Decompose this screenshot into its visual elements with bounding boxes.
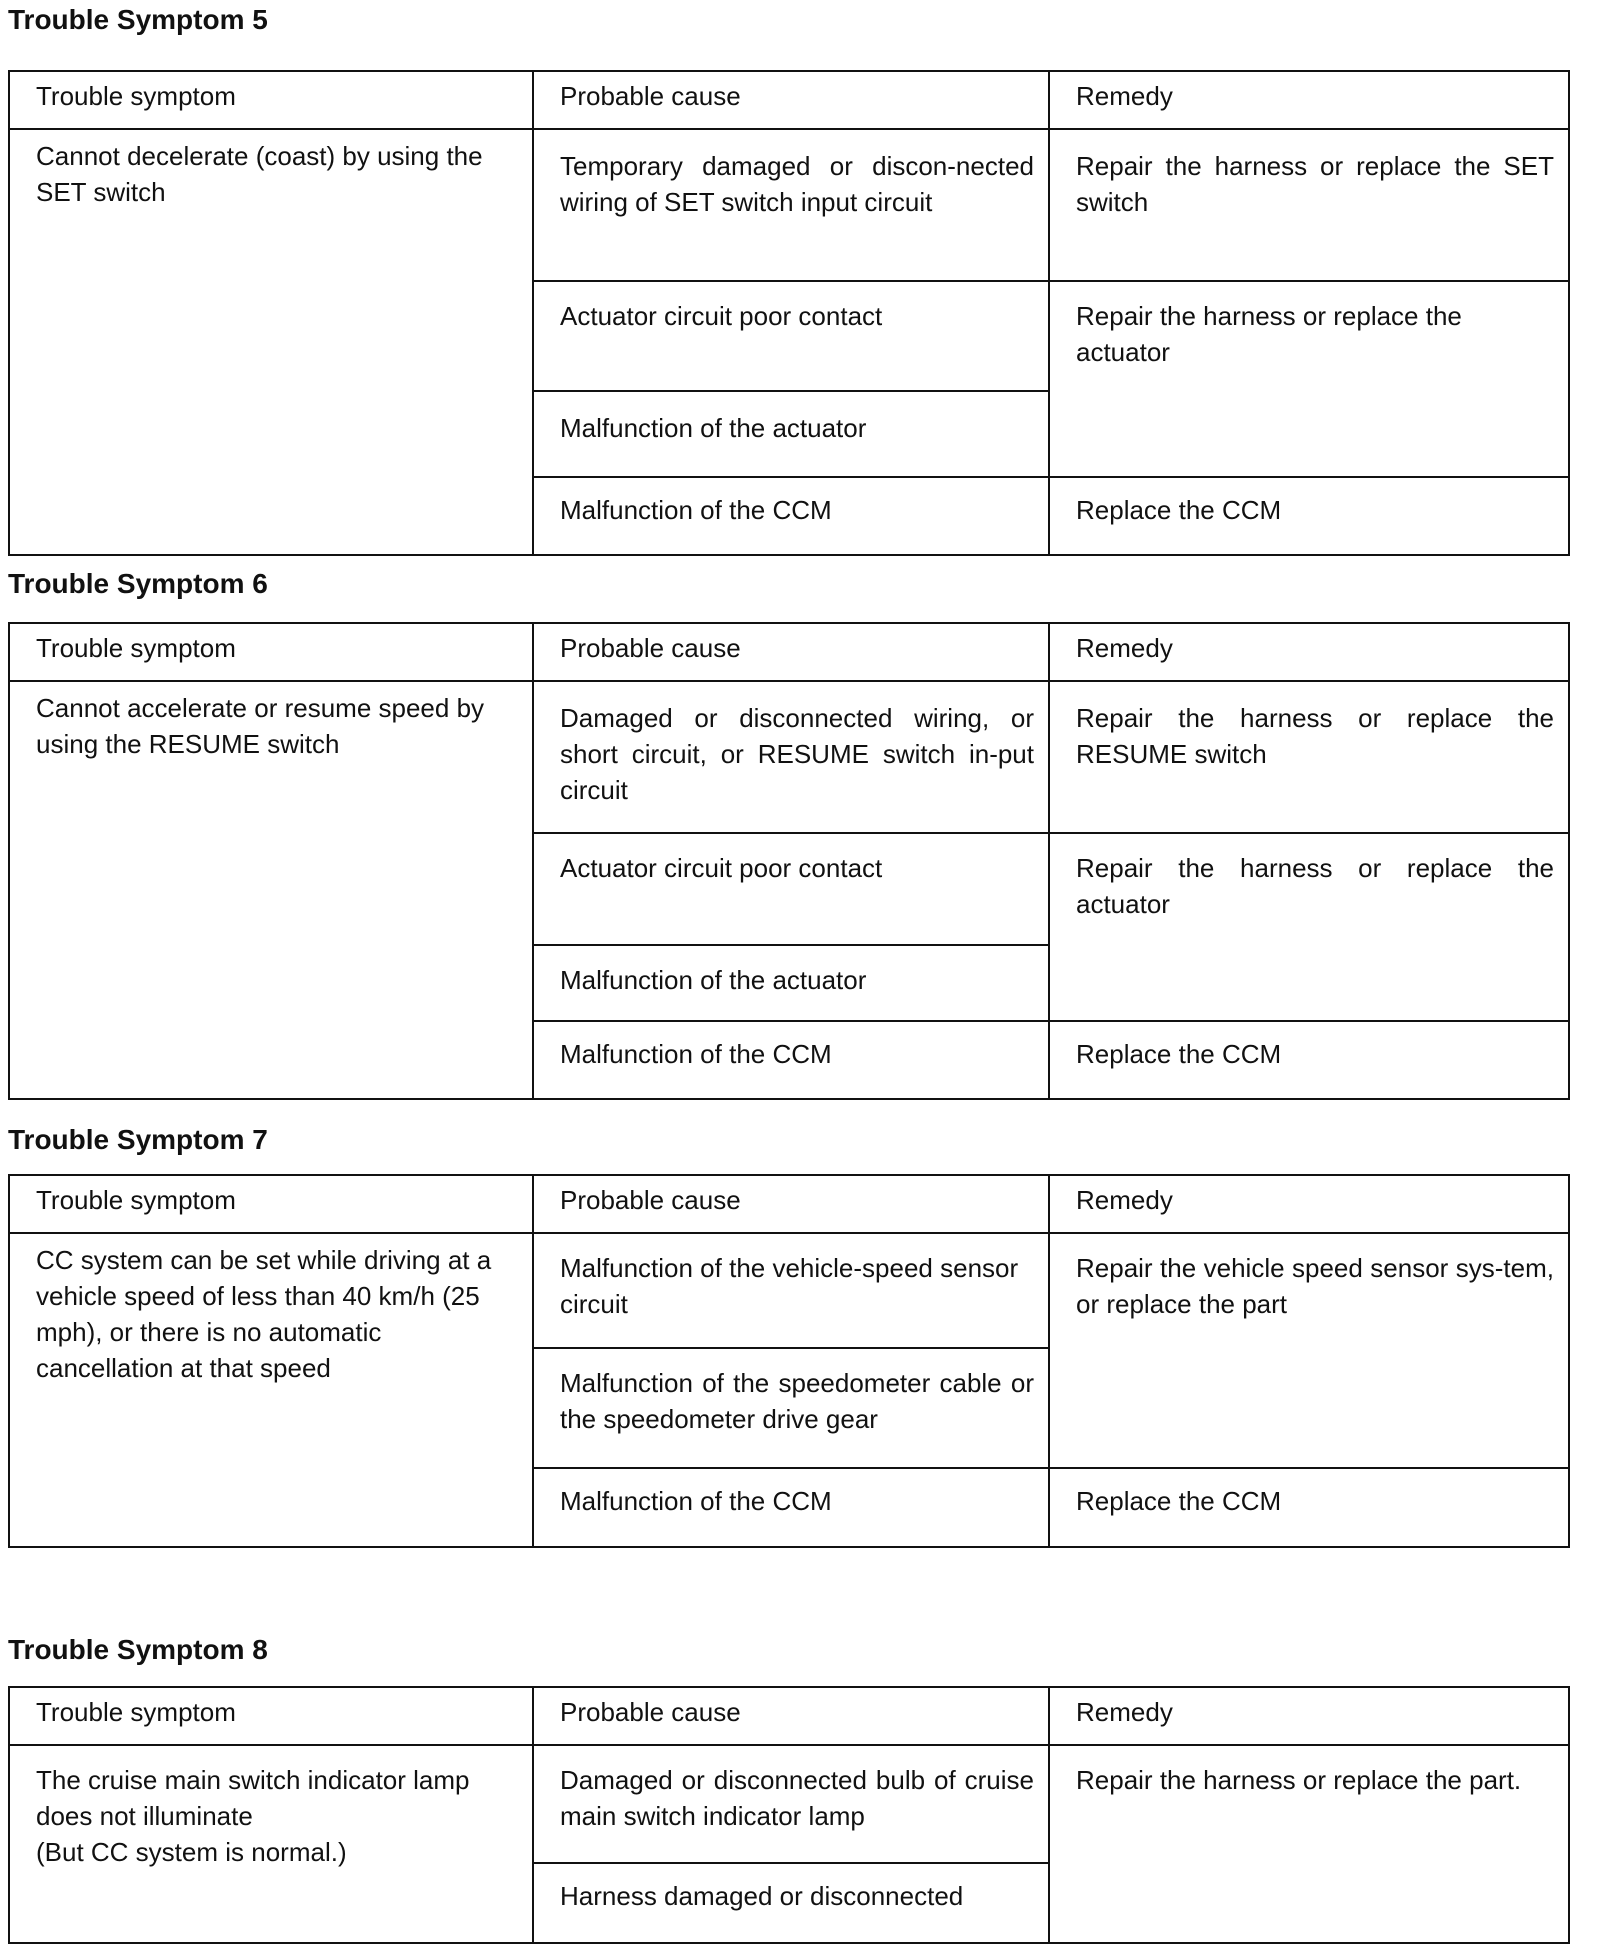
section-title: Trouble Symptom 5 [8, 4, 268, 35]
header-probable-cause: Probable cause [533, 1175, 1049, 1233]
header-remedy: Remedy [1049, 1687, 1569, 1745]
table-row [9, 129, 1569, 281]
cause-cell: Malfunction of the speedometer cable or the speedometer drive gear [533, 1348, 1049, 1468]
cause-cell: Actuator circuit poor contact [533, 281, 1049, 391]
remedy-cell: Repair the vehicle speed sensor sys-tem, or replace the part [1049, 1233, 1569, 1468]
remedy-cell: Repair the harness or replace the actuator [1049, 281, 1569, 477]
symptom-cell: Cannot decelerate (coast) by using the SET switch [9, 129, 533, 555]
remedy-cell: Repair the harness or replace the part. [1049, 1745, 1569, 1943]
table-header-row [9, 1175, 1569, 1233]
header-probable-cause: Probable cause [533, 71, 1049, 129]
table-header-row [9, 1687, 1569, 1745]
cause-cell: Temporary damaged or discon-nected wiring of SET switch input circuit [533, 129, 1049, 281]
header-remedy: Remedy [1049, 71, 1569, 129]
symptom-cell: Cannot accelerate or resume speed by using the RESUME switch [9, 681, 533, 1099]
remedy-cell: Repair the harness or replace the actuator [1049, 833, 1569, 1021]
section-title: Trouble Symptom 8 [8, 1634, 268, 1665]
trouble-table [8, 1174, 1570, 1548]
header-trouble-symptom: Trouble symptom [9, 71, 533, 129]
trouble-table [8, 1686, 1570, 1944]
cause-cell: Malfunction of the CCM [533, 1021, 1049, 1099]
header-probable-cause: Probable cause [533, 1687, 1049, 1745]
trouble-table [8, 70, 1570, 556]
cause-cell: Harness damaged or disconnected [533, 1863, 1049, 1943]
cause-cell: Malfunction of the CCM [533, 1468, 1049, 1547]
symptom-text: The cruise main switch indicator lamp does not illuminate [36, 1765, 470, 1831]
header-trouble-symptom: Trouble symptom [9, 623, 533, 681]
header-trouble-symptom: Trouble symptom [9, 1175, 533, 1233]
table-header-row [9, 71, 1569, 129]
header-remedy: Remedy [1049, 623, 1569, 681]
section-title: Trouble Symptom 6 [8, 568, 268, 599]
cause-cell: Malfunction of the CCM [533, 477, 1049, 555]
symptom-note: (But CC system is normal.) [36, 1837, 347, 1867]
remedy-cell: Repair the harness or replace the RESUME switch [1049, 681, 1569, 833]
cause-cell: Damaged or disconnected bulb of cruise main switch indicator lamp [533, 1745, 1049, 1863]
remedy-cell: Replace the CCM [1049, 1468, 1569, 1547]
cause-cell: Actuator circuit poor contact [533, 833, 1049, 945]
remedy-cell: Replace the CCM [1049, 1021, 1569, 1099]
cause-cell: Malfunction of the actuator [533, 391, 1049, 477]
header-probable-cause: Probable cause [533, 623, 1049, 681]
header-remedy: Remedy [1049, 1175, 1569, 1233]
table-header-row [9, 623, 1569, 681]
table-row [9, 1745, 1569, 1863]
table-row [9, 681, 1569, 833]
symptom-cell [9, 1745, 533, 1943]
symptom-cell: CC system can be set while driving at a vehicle speed of less than 40 km/h (25 mph), or there is no automatic cancellation at that speed [9, 1233, 533, 1547]
remedy-cell: Repair the harness or replace the SET switch [1049, 129, 1569, 281]
cause-cell: Malfunction of the actuator [533, 945, 1049, 1021]
section-title: Trouble Symptom 7 [8, 1124, 268, 1155]
cause-cell: Malfunction of the vehicle-speed sensor circuit [533, 1233, 1049, 1348]
trouble-table [8, 622, 1570, 1100]
header-trouble-symptom: Trouble symptom [9, 1687, 533, 1745]
remedy-cell: Replace the CCM [1049, 477, 1569, 555]
table-row [9, 1233, 1569, 1348]
cause-cell: Damaged or disconnected wiring, or short circuit, or RESUME switch in-put circuit [533, 681, 1049, 833]
